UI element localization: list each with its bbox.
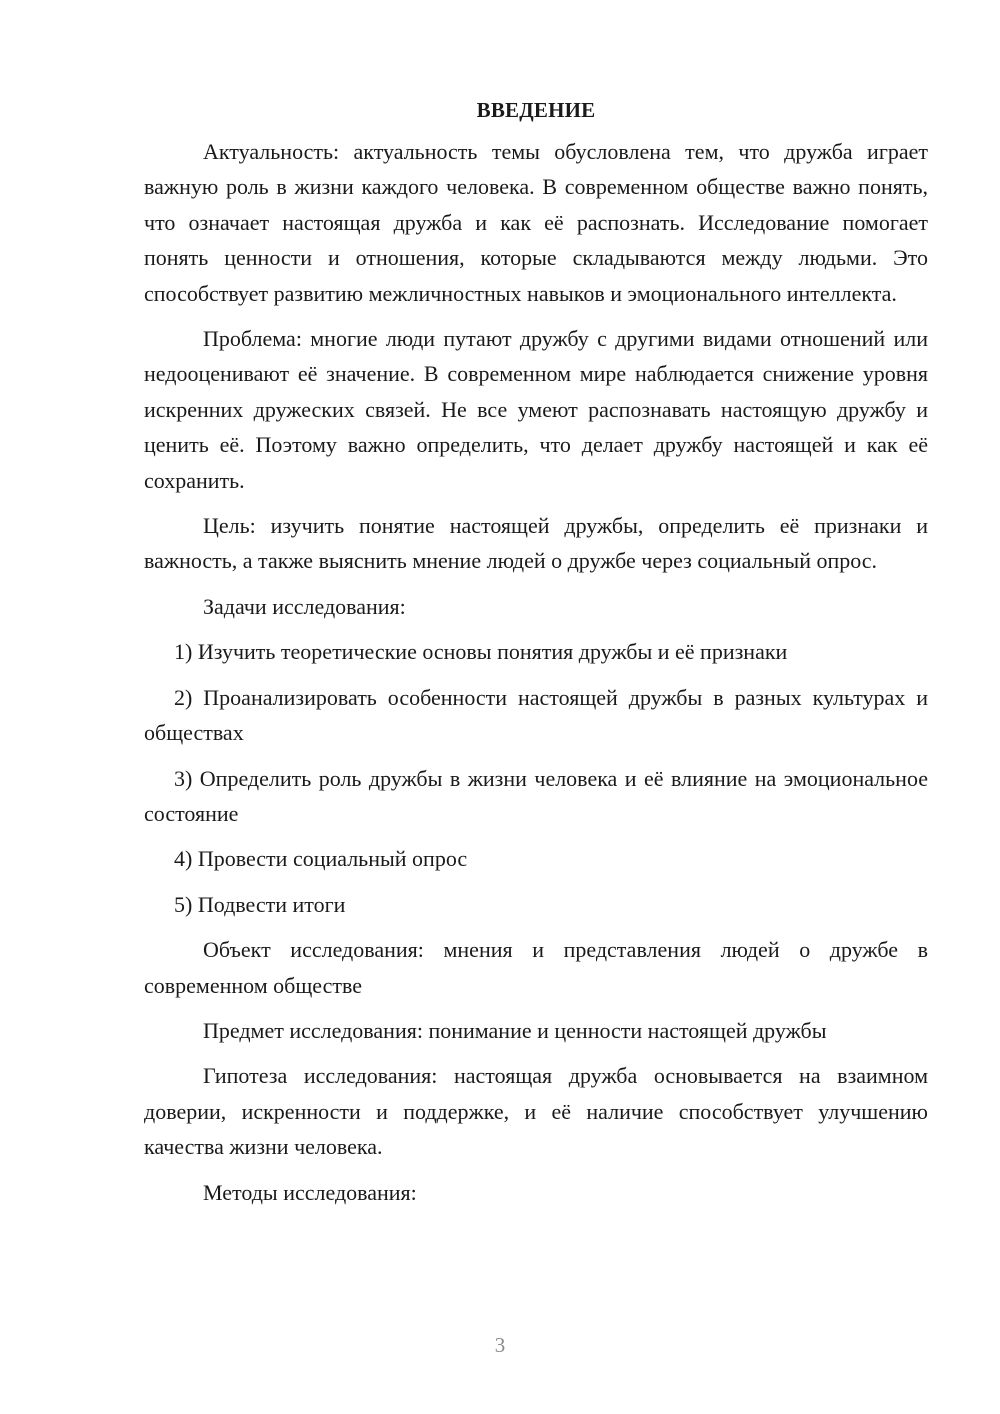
page-number: 3	[494, 1333, 506, 1357]
paragraph-goal: Цель: изучить понятие настоящей дружбы, определить её признаки и важность, а также выяснить мнение людей о дружбе через социальный опрос.	[144, 513, 928, 574]
document-page	[144, 92, 928, 1220]
section-title: ВВЕДЕНИЕ	[476, 98, 596, 122]
paragraph-problem: Проблема: многие люди путают дружбу с другими видами отношений или недооценивают её значение. В современном мире наблюдается снижение уровня искренних дружеских связей. Не все умеют распознавать настоящую дружбу и ценить её. Поэтому важно определить, что делает дружбу настоящей и как её сохранить.	[144, 326, 928, 493]
task-item-3: 3) Определить роль дружбы в жизни человека и её влияние на эмоциональное состояние	[144, 765, 928, 826]
paragraph-object: Объект исследования: мнения и представления людей о дружбе в современном обществе	[144, 937, 928, 998]
paragraph-subject: Предмет исследования: понимание и ценности настоящей дружбы	[203, 1017, 827, 1043]
paragraph-tasks-heading: Задачи исследования:	[203, 593, 406, 619]
paragraph-methods: Методы исследования:	[203, 1179, 417, 1205]
paragraph-hypothesis: Гипотеза исследования: настоящая дружба основывается на взаимном доверии, искренности и поддержке, и её наличие способствует улучшению качества жизни человека.	[144, 1063, 928, 1160]
paragraph-relevance: Актуальность: актуальность темы обусловлена тем, что дружба играет важную роль в жизни каждого человека. В современном обществе важно понять, что означает настоящая дружба и как её распознать. Исследование помогает понять ценности и отношения, которые складываются между людьми. Это способствует развитию межличностных навыков и эмоционального интеллекта.	[144, 139, 928, 306]
task-item-4: 4) Провести социальный опрос	[174, 846, 468, 872]
task-item-2: 2) Проанализировать особенности настоящей дружбы в разных культурах и обществах	[144, 684, 928, 746]
task-item-1: 1) Изучить теоретические основы понятия дружбы и её признаки	[174, 639, 788, 665]
task-item-5: 5) Подвести итоги	[174, 891, 346, 917]
